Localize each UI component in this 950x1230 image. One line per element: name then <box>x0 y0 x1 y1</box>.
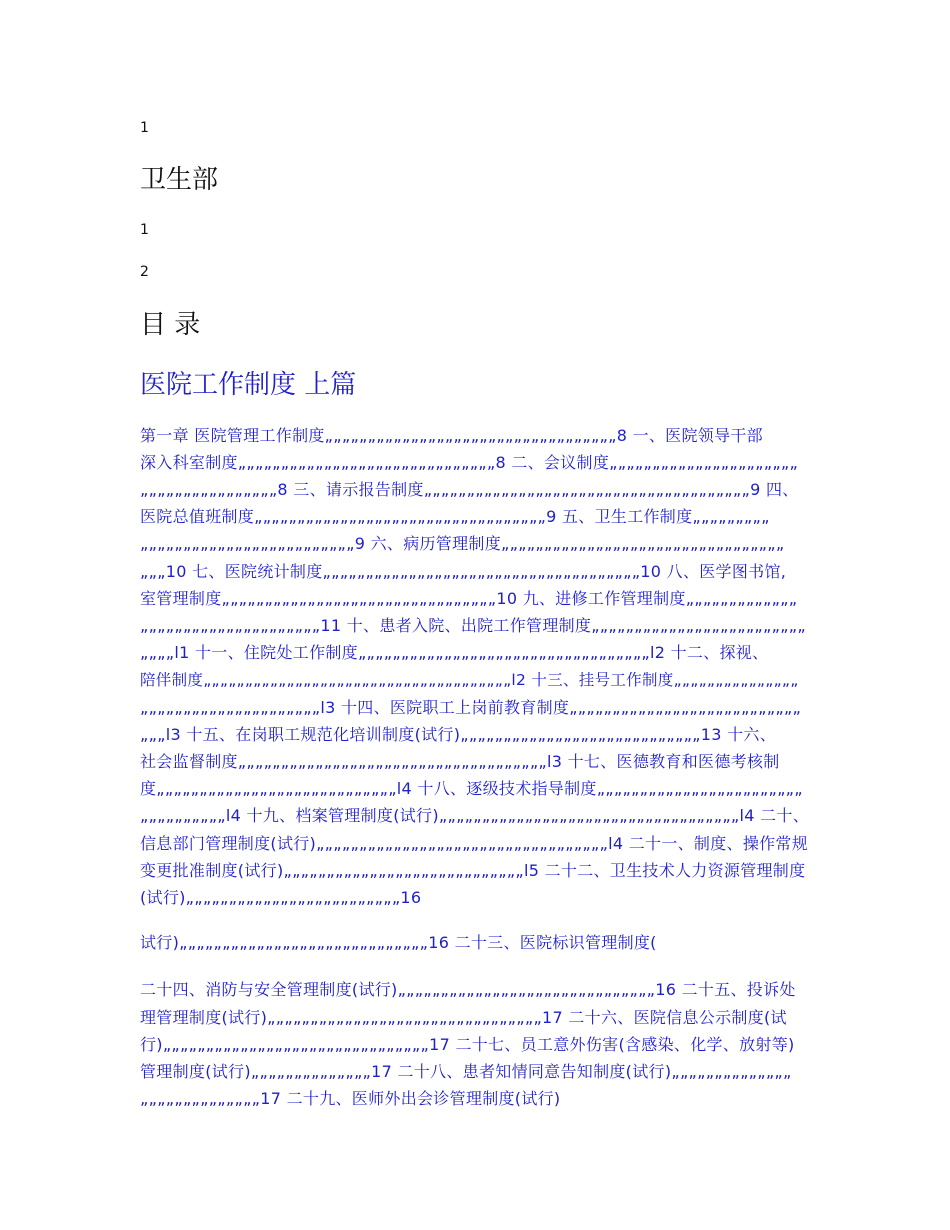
toc-entry[interactable]: 理管理制度(试行)„„„„„„„„„„„„„„„„„„„„„„„„„„„„„„„„17 二十六、医院信息公示制度(试 <box>140 1008 787 1027</box>
toc-entry[interactable]: 变更批准制度(试行)„„„„„„„„„„„„„„„„„„„„„„„„„„„„l5 二十二、卫生技术人力资源管理制度 <box>140 861 806 880</box>
org-title: 卫生部 <box>140 165 219 195</box>
toc-entry[interactable]: (试行)„„„„„„„„„„„„„„„„„„„„„„„„„16 <box>140 888 422 907</box>
toc-entry[interactable]: 社会监督制度„„„„„„„„„„„„„„„„„„„„„„„„„„„„„„„„„„„„l3 十七、医德教育和医德考核制 <box>140 752 780 771</box>
toc-entry[interactable]: 室管理制度„„„„„„„„„„„„„„„„„„„„„„„„„„„„„„„„10 九、进修工作管理制度„„„„„„„„„„„„„ <box>140 589 798 608</box>
toc-entry[interactable]: „„„„l1 十一、住院处工作制度„„„„„„„„„„„„„„„„„„„„„„„„„„„„„„„„„„l2 十二、探视、 <box>140 643 769 662</box>
toc-entry[interactable]: „„„„„„„„„„„„„„17 二十九、医师外出会诊管理制度(试行) <box>140 1089 561 1108</box>
toc-entry[interactable]: 医院总值班制度„„„„„„„„„„„„„„„„„„„„„„„„„„„„„„„„„„9 五、卫生工作制度„„„„„„„„„ <box>140 507 770 526</box>
toc-entry[interactable]: 二十四、消防与安全管理制度(试行)„„„„„„„„„„„„„„„„„„„„„„„„„„„„„„16 二十五、投诉处 <box>140 980 796 999</box>
toc-entry[interactable]: „„„10 七、医院统计制度„„„„„„„„„„„„„„„„„„„„„„„„„„„„„„„„„„„„„10 八、医学图书馆, <box>140 562 787 581</box>
toc-entry[interactable]: 深入科室制度„„„„„„„„„„„„„„„„„„„„„„„„„„„„„„8 二、会议制度„„„„„„„„„„„„„„„„„„„„„„ <box>140 453 799 472</box>
toc-entry[interactable]: 陪伴制度„„„„„„„„„„„„„„„„„„„„„„„„„„„„„„„„„„„„„l2 十三、挂号工作制度„„„„„„„„„„„„„„„ <box>140 671 799 689</box>
toc-entry[interactable]: 度„„„„„„„„„„„„„„„„„„„„„„„„„„„„l4 十八、逐级技术指导制度„„„„„„„„„„„„„„„„„„„„„„„„ <box>140 779 803 798</box>
toc-entry[interactable]: „„„„„„„„„„„„„„„„8 三、请示报告制度„„„„„„„„„„„„„„„„„„„„„„„„„„„„„„„„„„„„„„9 四、 <box>140 480 799 499</box>
page-number: 1 <box>140 120 149 136</box>
toc-entry[interactable]: „„„„„„„„„„„„„„„„„„„„„„„„„9 六、病历管理制度„„„„„„„„„„„„„„„„„„„„„„„„„„„„„„„„„ <box>140 534 785 553</box>
toc-entry[interactable]: 第一章 医院管理工作制度„„„„„„„„„„„„„„„„„„„„„„„„„„„„„„„„„„8 一、医院领导干部 <box>140 426 763 445</box>
toc-entry[interactable]: „„„„„„„„„„l4 十九、档案管理制度(试行)„„„„„„„„„„„„„„„„„„„„„„„„„„„„„„„„„„„l4 二十、 <box>140 806 810 825</box>
page-number: 1 <box>140 222 149 238</box>
section-title[interactable]: 医院工作制度 上篇 <box>140 370 357 400</box>
toc-entry[interactable]: „„„„„„„„„„„„„„„„„„„„„l3 十四、医院职工上岗前教育制度„„„„„„„„„„„„„„„„„„„„„„„„„„„ <box>140 698 802 717</box>
toc-entry[interactable]: „„„„„„„„„„„„„„„„„„„„„11 十、患者入院、出院工作管理制度„„„„„„„„„„„„„„„„„„„„„„„„„ <box>140 616 806 635</box>
toc-entry[interactable]: 管理制度(试行)„„„„„„„„„„„„„„17 二十八、患者知情同意告知制度(试行)„„„„„„„„„„„„„„ <box>140 1062 792 1081</box>
toc-entry[interactable]: „„„l3 十五、在岗职工规范化培训制度(试行)„„„„„„„„„„„„„„„„„„„„„„„„„„„„13 十六、 <box>140 725 777 744</box>
toc-entry[interactable]: 行)„„„„„„„„„„„„„„„„„„„„„„„„„„„„„„„17 二十七、员工意外伤害(含感染、化学、放射等) <box>140 1035 795 1054</box>
toc-title: 目 录 <box>140 310 201 340</box>
page-number: 2 <box>140 264 149 280</box>
toc-entry[interactable]: 信息部门管理制度(试行)„„„„„„„„„„„„„„„„„„„„„„„„„„„„„„„„„„l4 二十一、制度、操作常规 <box>140 834 809 853</box>
toc-entry[interactable]: 试行)„„„„„„„„„„„„„„„„„„„„„„„„„„„„„16 二十三、医院标识管理制度( <box>140 933 657 952</box>
